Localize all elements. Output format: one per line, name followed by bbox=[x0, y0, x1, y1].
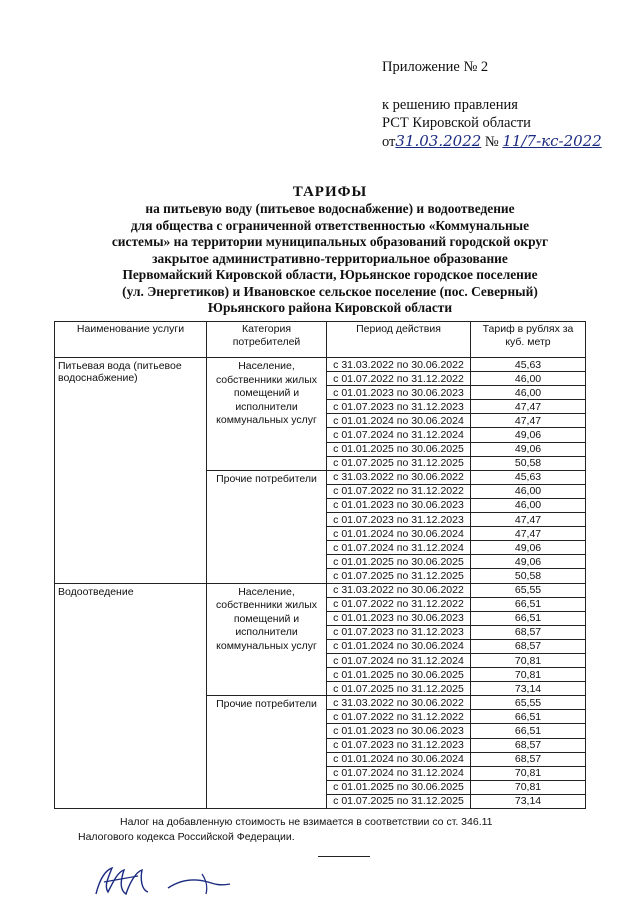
table-header-row bbox=[55, 322, 586, 358]
period-cell: с 01.01.2024 по 30.06.2024 bbox=[327, 752, 471, 766]
period-cell: с 01.07.2023 по 31.12.2023 bbox=[327, 625, 471, 639]
tariff-cell: 47,47 bbox=[471, 400, 586, 414]
heading-line: (ул. Энергетиков) и Ивановское сельское поселение (пос. Северный) bbox=[122, 283, 538, 299]
category-line: Прочие потребители bbox=[216, 698, 317, 711]
table-row bbox=[55, 583, 586, 597]
category-cell bbox=[207, 583, 327, 696]
heading-line: Юрьянского района Кировской области bbox=[207, 300, 453, 315]
period-cell: с 01.07.2023 по 31.12.2023 bbox=[327, 400, 471, 414]
tariff-cell: 73,14 bbox=[471, 794, 586, 808]
tariff-cell: 70,81 bbox=[471, 766, 586, 780]
category-line: помещений и bbox=[233, 612, 300, 625]
period-cell: с 01.07.2025 по 31.12.2025 bbox=[327, 794, 471, 808]
category-line: коммунальных услуг bbox=[216, 639, 317, 652]
tariff-cell: 45,63 bbox=[471, 358, 586, 372]
period-cell: с 01.07.2023 по 31.12.2023 bbox=[327, 738, 471, 752]
period-cell: с 01.07.2024 по 31.12.2024 bbox=[327, 541, 471, 555]
period-cell: с 31.03.2022 по 30.06.2022 bbox=[327, 358, 471, 372]
tariff-cell: 47,47 bbox=[471, 513, 586, 527]
period-cell: с 01.01.2025 по 30.06.2025 bbox=[327, 780, 471, 794]
tariff-cell: 49,06 bbox=[471, 541, 586, 555]
period-cell: с 01.01.2024 по 30.06.2024 bbox=[327, 527, 471, 541]
document-heading bbox=[60, 183, 600, 317]
tariff-cell: 68,57 bbox=[471, 639, 586, 653]
category-line: Прочие потребители bbox=[216, 472, 317, 485]
appendix-authority-line: РСТ Кировской области bbox=[382, 115, 531, 131]
table-row bbox=[55, 358, 586, 372]
tariff-cell: 46,00 bbox=[471, 484, 586, 498]
period-cell: с 01.07.2022 по 31.12.2022 bbox=[327, 484, 471, 498]
heading-line: на питьевую воду (питьевое водоснабжение) и водоотведение bbox=[145, 201, 515, 216]
period-cell: с 01.01.2025 по 30.06.2025 bbox=[327, 442, 471, 456]
tariff-cell: 46,00 bbox=[471, 372, 586, 386]
period-cell: с 01.01.2024 по 30.06.2024 bbox=[327, 414, 471, 428]
table-body bbox=[55, 358, 586, 809]
signature-image bbox=[90, 860, 250, 902]
tariff-cell: 49,06 bbox=[471, 442, 586, 456]
heading-line: для общества с ограниченной ответственностью «Коммунальные bbox=[130, 217, 530, 233]
period-cell: с 01.07.2023 по 31.12.2023 bbox=[327, 513, 471, 527]
period-cell: с 01.01.2023 по 30.06.2023 bbox=[327, 611, 471, 625]
category-cell bbox=[207, 470, 327, 583]
footnote-line: Налогового кодекса Российской Федерации. bbox=[78, 831, 295, 843]
footnote bbox=[78, 815, 578, 845]
tariff-cell: 46,00 bbox=[471, 498, 586, 512]
header-period: Период действия bbox=[327, 322, 471, 358]
appendix-block bbox=[382, 58, 602, 151]
decision-date: 31.03.2022 bbox=[395, 132, 482, 150]
category-line: Население, bbox=[238, 585, 295, 598]
period-cell: с 01.01.2024 по 30.06.2024 bbox=[327, 639, 471, 653]
tariff-cell: 73,14 bbox=[471, 682, 586, 696]
tariff-cell: 47,47 bbox=[471, 527, 586, 541]
period-cell: с 01.01.2025 по 30.06.2025 bbox=[327, 668, 471, 682]
heading-title: ТАРИФЫ bbox=[292, 184, 368, 200]
period-cell: с 01.01.2025 по 30.06.2025 bbox=[327, 555, 471, 569]
category-cell bbox=[207, 358, 327, 471]
period-cell: с 01.07.2024 по 31.12.2024 bbox=[327, 428, 471, 442]
tariff-cell: 70,81 bbox=[471, 653, 586, 667]
tariff-cell: 49,06 bbox=[471, 555, 586, 569]
category-cell bbox=[207, 696, 327, 809]
header-tariff: Тариф в рублях за куб. метр bbox=[471, 322, 586, 358]
date-prefix: от bbox=[382, 134, 396, 150]
period-cell: с 31.03.2022 по 30.06.2022 bbox=[327, 583, 471, 597]
tariff-cell: 50,58 bbox=[471, 569, 586, 583]
service-name-line: Водоотведение bbox=[58, 585, 134, 598]
period-cell: с 01.07.2024 по 31.12.2024 bbox=[327, 653, 471, 667]
tariff-cell: 70,81 bbox=[471, 780, 586, 794]
header-category: Категория потребителей bbox=[207, 322, 327, 358]
tariff-cell: 49,06 bbox=[471, 428, 586, 442]
period-cell: с 01.07.2022 по 31.12.2022 bbox=[327, 597, 471, 611]
period-cell: с 01.01.2023 по 30.06.2023 bbox=[327, 724, 471, 738]
tariff-cell: 50,58 bbox=[471, 456, 586, 470]
period-cell: с 01.01.2023 по 30.06.2023 bbox=[327, 498, 471, 512]
tariff-cell: 66,51 bbox=[471, 710, 586, 724]
tariff-cell: 68,57 bbox=[471, 625, 586, 639]
period-cell: с 01.07.2025 по 31.12.2025 bbox=[327, 456, 471, 470]
service-name-cell bbox=[55, 583, 207, 809]
appendix-decision-line: к решению правления bbox=[382, 97, 518, 113]
tariff-cell: 70,81 bbox=[471, 668, 586, 682]
tariff-cell: 68,57 bbox=[471, 738, 586, 752]
period-cell: с 01.01.2023 по 30.06.2023 bbox=[327, 386, 471, 400]
tariff-cell: 65,55 bbox=[471, 583, 586, 597]
appendix-date-line bbox=[382, 132, 602, 151]
period-cell: с 01.07.2024 по 31.12.2024 bbox=[327, 766, 471, 780]
heading-line: Первомайский Кировской области, Юрьянское городское поселение bbox=[122, 267, 538, 282]
tariff-cell: 45,63 bbox=[471, 470, 586, 484]
service-name-line: водоснабжение) bbox=[58, 372, 138, 384]
tariff-table bbox=[54, 321, 586, 809]
tariff-cell: 46,00 bbox=[471, 386, 586, 400]
service-name-line: Питьевая вода (питьевое bbox=[58, 360, 182, 372]
tariff-cell: 66,51 bbox=[471, 611, 586, 625]
period-cell: с 01.07.2022 по 31.12.2022 bbox=[327, 372, 471, 386]
tariff-cell: 47,47 bbox=[471, 414, 586, 428]
period-cell: с 31.03.2022 по 30.06.2022 bbox=[327, 696, 471, 710]
tariff-cell: 66,51 bbox=[471, 597, 586, 611]
closing-rule bbox=[318, 856, 370, 857]
category-line: собственники жилых bbox=[215, 373, 318, 386]
tariff-cell: 68,57 bbox=[471, 752, 586, 766]
category-line: помещений и bbox=[233, 387, 300, 399]
tariff-cell: 66,51 bbox=[471, 724, 586, 738]
service-name-cell bbox=[55, 358, 207, 584]
appendix-title: Приложение № 2 bbox=[382, 59, 489, 75]
category-line: собственники жилых bbox=[215, 599, 318, 611]
category-line: исполнители bbox=[235, 626, 298, 638]
period-cell: с 01.07.2022 по 31.12.2022 bbox=[327, 710, 471, 724]
heading-line: системы» на территории муниципальных образований городской округ bbox=[111, 234, 549, 249]
tariff-cell: 65,55 bbox=[471, 696, 586, 710]
category-line: Население, bbox=[238, 360, 295, 372]
footnote-line: Налог на добавленную стоимость не взимается в соответствии со ст. 346.11 bbox=[120, 816, 493, 828]
period-cell: с 31.03.2022 по 30.06.2022 bbox=[327, 470, 471, 484]
category-line: коммунальных услуг bbox=[216, 414, 317, 426]
number-prefix: № bbox=[484, 134, 499, 150]
period-cell: с 01.07.2025 по 31.12.2025 bbox=[327, 682, 471, 696]
heading-line: закрытое административно-территориальное образование bbox=[152, 250, 508, 266]
period-cell: с 01.07.2025 по 31.12.2025 bbox=[327, 569, 471, 583]
category-line: исполнители bbox=[235, 400, 298, 413]
header-service: Наименование услуги bbox=[55, 322, 207, 358]
decision-number: 11/7-кс-2022 bbox=[502, 132, 602, 150]
